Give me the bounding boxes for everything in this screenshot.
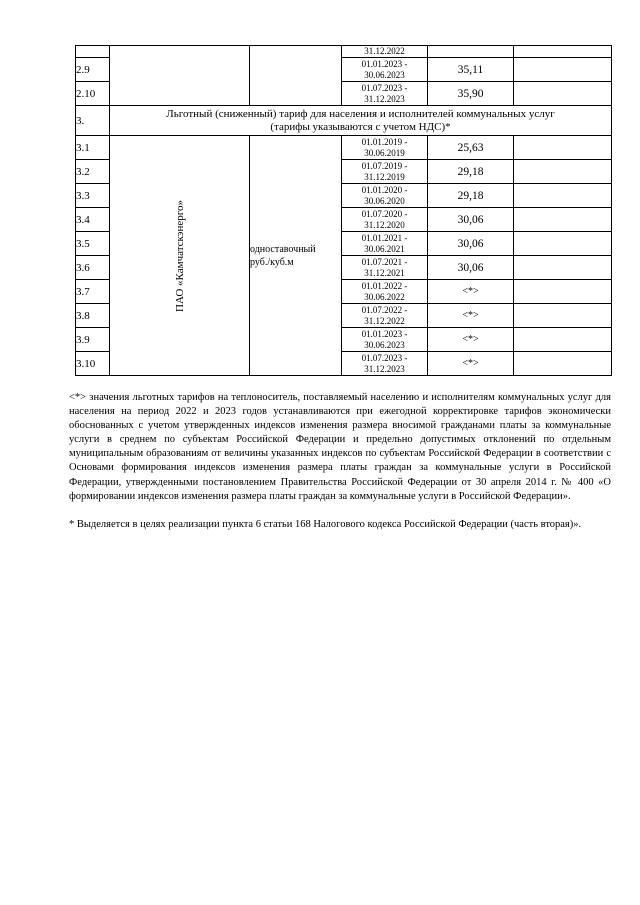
row-number [76,46,110,58]
tariff-value: 35,90 [428,82,514,106]
period-cell: 31.12.2022 [342,46,428,58]
tariff-value: <*> [428,352,514,376]
tariff-value [428,46,514,58]
row-number: 3.10 [76,352,110,376]
section-header-row [76,106,612,136]
empty-cell [514,46,612,58]
period-cell: 01.01.2022 - 30.06.2022 [342,280,428,304]
row-number: 2.10 [76,82,110,106]
row-number: 3.1 [76,136,110,160]
table-row [76,46,612,58]
row-number: 3.4 [76,208,110,232]
empty-cell [514,184,612,208]
org-cell-empty [110,46,250,106]
row-number: 3.3 [76,184,110,208]
tariff-value: 30,06 [428,256,514,280]
unit-type: одноставочный [250,243,316,255]
row-number: 3.2 [76,160,110,184]
period-cell: 01.07.2020 - 31.12.2020 [342,208,428,232]
empty-cell [514,232,612,256]
empty-cell [514,304,612,328]
organization-cell [110,136,250,376]
footnotes [69,391,611,532]
period-cell: 01.01.2021 - 30.06.2021 [342,232,428,256]
tariff-value: 30,06 [428,232,514,256]
empty-cell [514,328,612,352]
empty-cell [514,256,612,280]
tariff-value: <*> [428,280,514,304]
empty-cell [514,160,612,184]
unit-cell [250,136,342,376]
period-cell: 01.07.2023 - 31.12.2023 [342,352,428,376]
tariff-value: 30,06 [428,208,514,232]
period-cell: 01.01.2019 - 30.06.2019 [342,136,428,160]
period-cell: 01.07.2023 - 31.12.2023 [342,82,428,106]
empty-cell [514,58,612,82]
row-number: 3.6 [76,256,110,280]
empty-cell [514,82,612,106]
row-number: 3.9 [76,328,110,352]
row-number: 3.5 [76,232,110,256]
row-number: 2.9 [76,58,110,82]
tariff-value: <*> [428,328,514,352]
tariff-value: 29,18 [428,184,514,208]
row-number: 3.8 [76,304,110,328]
footnote-asterisk-brackets: <*> значения льготных тарифов на теплоноситель, поставляемый населению и исполнителям коммунальных услуг для населения на период 2022 и 2023 годов устанавливаются при ежегодной корректировке тарифов экономически обоснованных с учетом утвержденных индексов изменения размера вносимой гражданами платы за коммунальные услуги в среднем по субъектам Российской Федерации и предельно допустимых отклонений по отдельным муниципальным образованиям от величины указанных индексов по субъектам Российской Федерации в соответствии с Основами формирования индексов изменения размера платы граждан за коммунальные услуги в Российской Федерации, утвержденными постановлением Правительства Российской Федерации от 30 апреля 2014 г. № 400 «О формировании индексов изменения размера платы граждан за коммунальные услуги в Российской Федерации». [69,392,611,502]
period-cell: 01.07.2021 - 31.12.2021 [342,256,428,280]
empty-cell [514,136,612,160]
period-cell: 01.01.2023 - 30.06.2023 [342,58,428,82]
empty-cell [514,208,612,232]
footnote-vat: * Выделяется в целях реализации пункта 6 статьи 168 Налогового кодекса Российской Федерации (часть вторая)». [69,518,582,530]
tariff-value: 29,18 [428,160,514,184]
organization-name: ПАО «Камчатскэнерго» [173,199,186,312]
section-number: 3. [76,106,110,136]
section-title-line2: (тарифы указываются с учетом НДС)* [270,120,451,133]
section-title-line1: Льготный (сниженный) тариф для населения и исполнителей коммунальных услуг [166,107,555,120]
empty-cell [514,352,612,376]
section-title [110,106,612,136]
tariff-value: <*> [428,304,514,328]
period-cell: 01.01.2023 - 30.06.2023 [342,328,428,352]
unit-cell-empty [250,46,342,106]
unit-measure: руб./куб.м [250,256,294,268]
table-row [76,136,612,160]
row-number: 3.7 [76,280,110,304]
tariff-value: 25,63 [428,136,514,160]
tariff-value: 35,11 [428,58,514,82]
period-cell: 01.07.2019 - 31.12.2019 [342,160,428,184]
empty-cell [514,280,612,304]
period-cell: 01.07.2022 - 31.12.2022 [342,304,428,328]
period-cell: 01.01.2020 - 30.06.2020 [342,184,428,208]
tariff-table [75,45,612,376]
